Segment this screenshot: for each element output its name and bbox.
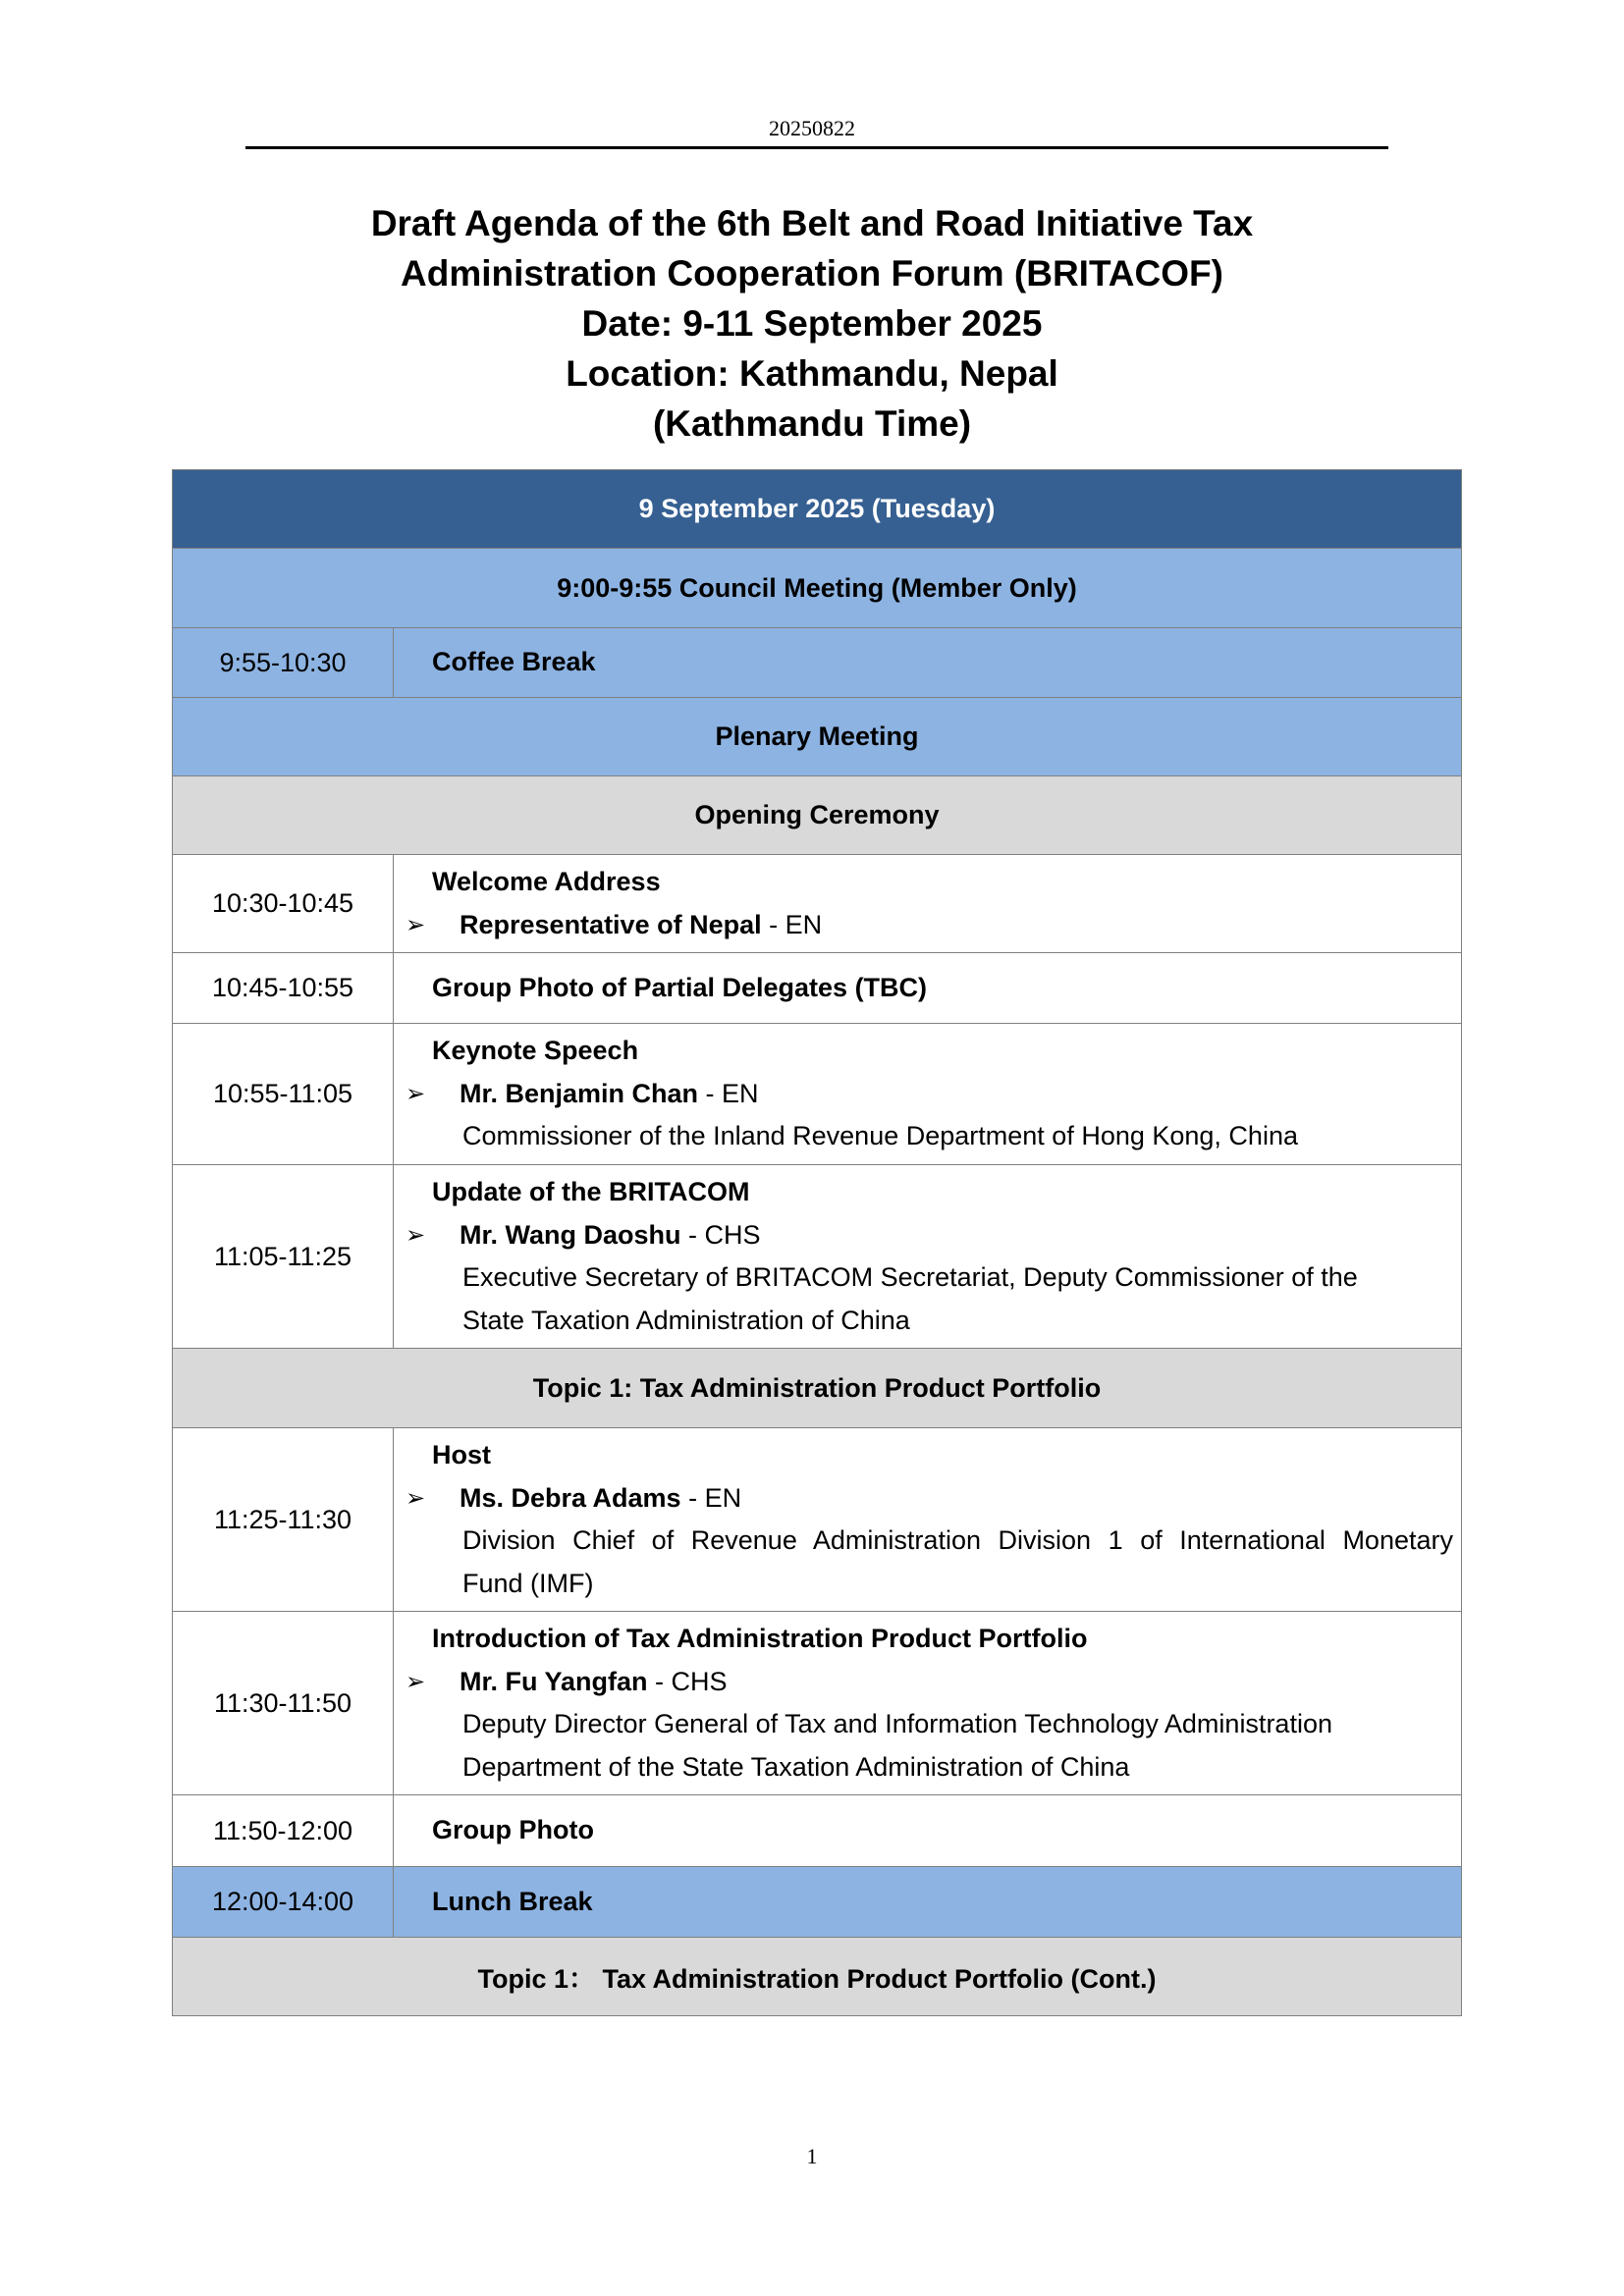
topic-1-cont-row xyxy=(173,1938,1462,2016)
keynote-speaker xyxy=(406,1073,1453,1116)
britacom-update-time: 11:05-11:25 xyxy=(173,1165,394,1349)
keynote-speech-title: Keynote Speech xyxy=(432,1036,639,1066)
arrow-bullet-icon: ➢ xyxy=(406,1668,426,1695)
keynote-speech-row xyxy=(173,1024,1462,1165)
britacom-update-row xyxy=(173,1165,1462,1349)
council-meeting-row xyxy=(173,549,1462,628)
host-speaker xyxy=(406,1477,1453,1521)
britacom-update-title: Update of the BRITACOM xyxy=(432,1177,750,1206)
speaker-language: - EN xyxy=(761,909,823,939)
group-photo-partial-row xyxy=(173,953,1462,1024)
plenary-meeting-row xyxy=(173,698,1462,776)
header-rule xyxy=(245,146,1388,149)
speaker-language: - EN xyxy=(680,1482,742,1513)
speaker-name: Mr. Benjamin Chan xyxy=(460,1078,699,1108)
product-portfolio-intro-speaker xyxy=(406,1661,1453,1704)
title-line-2: Administration Cooperation Forum (BRITACOF) xyxy=(401,253,1223,294)
speaker-name: Mr. Fu Yangfan xyxy=(460,1666,648,1696)
lunch-break-title: Lunch Break xyxy=(432,1886,593,1916)
arrow-bullet-icon: ➢ xyxy=(406,911,426,938)
document-title xyxy=(196,198,1428,449)
welcome-speaker xyxy=(406,904,1453,947)
agenda-table xyxy=(172,469,1462,2016)
day-heading-row xyxy=(173,470,1462,549)
host-time: 11:25-11:30 xyxy=(173,1428,394,1612)
speaker-name: Mr. Wang Daoshu xyxy=(460,1219,681,1250)
welcome-address-time: 10:30-10:45 xyxy=(173,855,394,953)
product-portfolio-intro-time: 11:30-11:50 xyxy=(173,1612,394,1795)
coffee-break-title: Coffee Break xyxy=(432,647,596,677)
group-photo-time: 11:50-12:00 xyxy=(173,1795,394,1867)
council-meeting: 9:00-9:55 Council Meeting (Member Only) xyxy=(173,549,1462,628)
coffee-break-row xyxy=(173,628,1462,698)
topic-1-row xyxy=(173,1349,1462,1428)
host-row xyxy=(173,1428,1462,1612)
product-portfolio-intro-title: Introduction of Tax Administration Product Portfolio xyxy=(432,1624,1088,1653)
host-title: Host xyxy=(432,1440,491,1469)
product-portfolio-intro-row xyxy=(173,1612,1462,1795)
speaker-affiliation: Commissioner of the Inland Revenue Department of Hong Kong, China xyxy=(462,1121,1298,1151)
arrow-bullet-icon: ➢ xyxy=(406,1080,426,1107)
arrow-bullet-icon: ➢ xyxy=(406,1221,426,1249)
lunch-break-time: 12:00-14:00 xyxy=(173,1867,394,1938)
title-line-1: Draft Agenda of the 6th Belt and Road Initiative Tax xyxy=(370,203,1254,243)
title-line-3: Date: 9-11 September 2025 xyxy=(581,303,1043,344)
opening-ceremony-row xyxy=(173,776,1462,855)
title-line-5: (Kathmandu Time) xyxy=(652,403,972,444)
speaker-language: - CHS xyxy=(680,1219,761,1250)
group-photo-row xyxy=(173,1795,1462,1867)
group-photo-title: Group Photo xyxy=(432,1815,594,1845)
day-heading: 9 September 2025 (Tuesday) xyxy=(173,470,1462,549)
speaker-affiliation-line-1: Executive Secretary of BRITACOM Secretariat, Deputy Commissioner of the xyxy=(462,1262,1358,1292)
group-photo-partial-time: 10:45-10:55 xyxy=(173,953,394,1024)
speaker-affiliation-line-2: State Taxation Administration of China xyxy=(462,1305,910,1335)
speaker-language: - EN xyxy=(698,1078,759,1108)
speaker-affiliation-line-1: Deputy Director General of Tax and Information Technology Administration xyxy=(462,1709,1332,1738)
keynote-speech-time: 10:55-11:05 xyxy=(173,1024,394,1165)
speaker-affiliation-line-1: Division Chief of Revenue Administration Division 1 of International Monetary xyxy=(462,1525,1453,1555)
page-number: 1 xyxy=(806,2144,818,2168)
opening-ceremony: Opening Ceremony xyxy=(173,776,1462,855)
lunch-break-row xyxy=(173,1867,1462,1938)
plenary-meeting: Plenary Meeting xyxy=(173,698,1462,776)
header-date-code: 20250822 xyxy=(769,116,855,140)
coffee-break-time: 9:55-10:30 xyxy=(173,628,394,698)
speaker-affiliation-line-2: Fund (IMF) xyxy=(462,1568,594,1598)
title-line-4: Location: Kathmandu, Nepal xyxy=(566,353,1058,394)
speaker-name: Representative of Nepal xyxy=(460,909,762,939)
speaker-language: - CHS xyxy=(647,1666,728,1696)
welcome-address-title: Welcome Address xyxy=(432,867,661,896)
britacom-update-speaker xyxy=(406,1214,1453,1257)
arrow-bullet-icon: ➢ xyxy=(406,1484,426,1512)
topic-1-cont-heading: Topic 1： Tax Administration Product Portfolio (Cont.) xyxy=(173,1938,1462,2016)
speaker-name: Ms. Debra Adams xyxy=(460,1482,681,1513)
speaker-affiliation-line-2: Department of the State Taxation Administration of China xyxy=(462,1751,1130,1782)
topic-1-heading: Topic 1: Tax Administration Product Portfolio xyxy=(173,1349,1462,1428)
group-photo-partial-title: Group Photo of Partial Delegates (TBC) xyxy=(432,972,928,1002)
welcome-address-row xyxy=(173,855,1462,953)
